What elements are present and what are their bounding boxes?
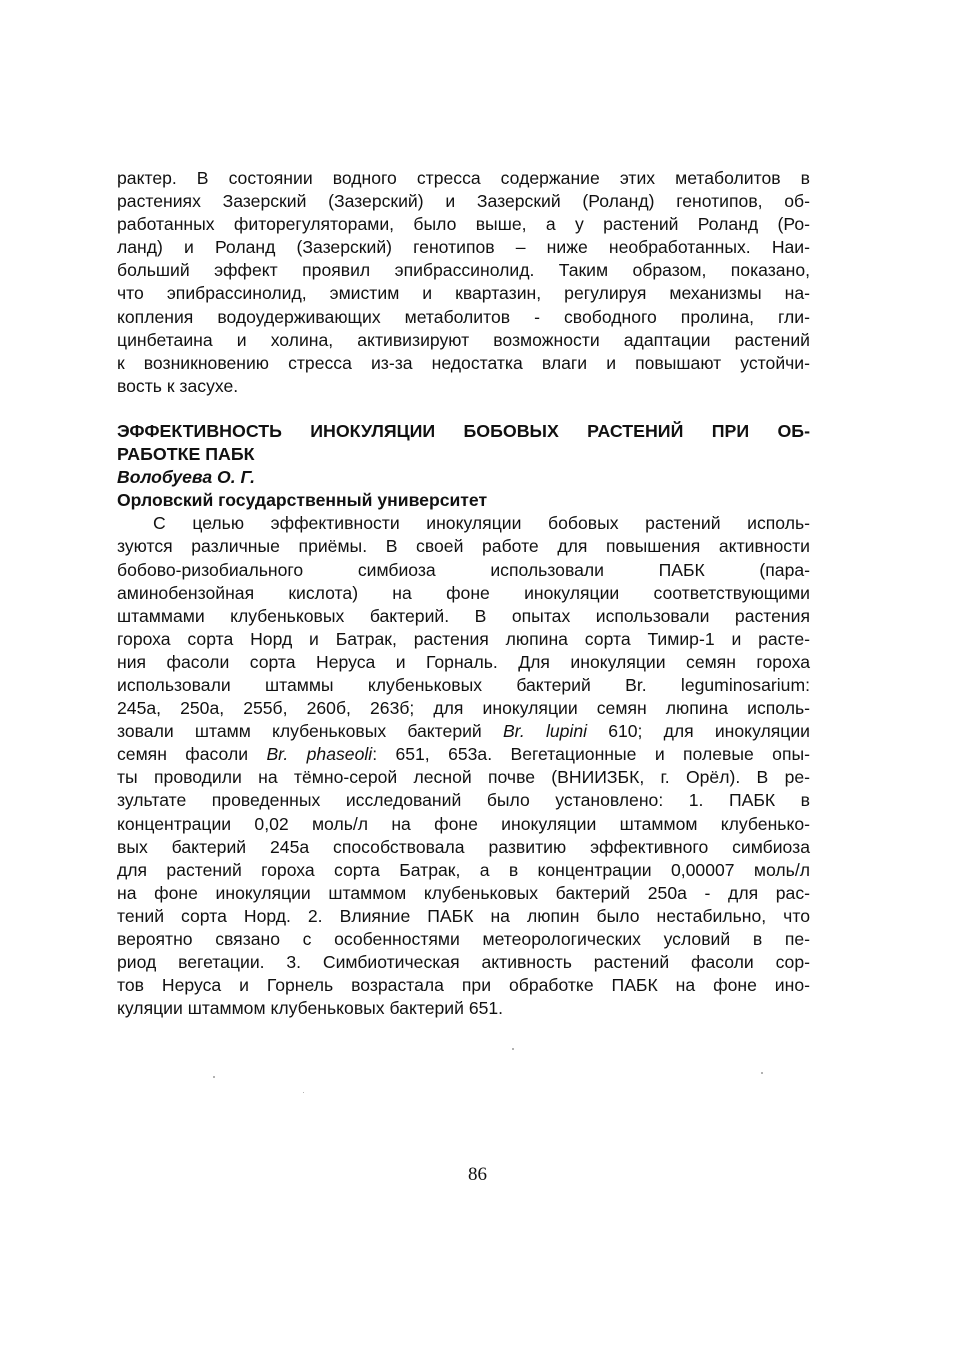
page-number: 86 — [468, 1164, 487, 1185]
article-author: Волобуева О. Г. — [117, 467, 256, 488]
article-affiliation: Орловский государственный университет — [117, 490, 488, 511]
text-line: растениях Зазерский (Зазерский) и Зазерский (Роланд) генотипов, об- — [117, 191, 810, 212]
text-line: на фоне инокуляции штаммом клубеньковых бактерий 250а - для рас- — [117, 882, 810, 903]
text-line: что эпибрассинолид, эмистим и квартазин, регулируя механизмы на- — [117, 283, 810, 304]
text-line: зуются различные приёмы. В своей работе для повышения активности — [117, 536, 810, 557]
text-line: рактер. В состоянии водного стресса содержание этих метаболитов в — [117, 168, 810, 188]
text-line: к возникновению стресса из-за недостатка влаги и повышают устойчи- — [117, 352, 810, 373]
text-line — [117, 720, 810, 743]
text-line: зультате проведенных исследований было установлено: 1. ПАБК в — [117, 790, 810, 811]
text-line: ланд) и Роланд (Зазерский) генотипов – ниже необработанных. Наи- — [117, 237, 810, 258]
text-line: бобово-ризобиального симбиоза использовали ПАБК (пара- — [117, 559, 810, 580]
text-line: ты проводили на тёмно-серой лесной почве (ВНИИЗБК, г. Орёл). В ре- — [117, 767, 810, 788]
text-line: концентрации 0,02 моль/л на фоне инокуляции штаммом клубенько- — [117, 813, 810, 834]
text-line: тов Неруса и Горнель возрастала при обработке ПАБК на фоне ино- — [117, 975, 810, 996]
scan-speck — [303, 1092, 304, 1093]
page-content — [117, 167, 810, 1020]
text-line: цинбетаина и холина, активизируют возможности адаптации растений — [117, 329, 810, 350]
text-line: куляции штаммом клубеньковых бактерий 651. — [117, 998, 504, 1019]
text-segment: 610; для инокуляции — [587, 721, 811, 742]
article-body — [117, 512, 810, 1020]
text-line: вых бактерий 245а способствовала развитию эффективного симбиоза — [117, 836, 810, 857]
text-line: вероятно связано с особенностями метеорологических условий в пе- — [117, 929, 810, 949]
scan-speck — [213, 1076, 215, 1078]
text-line: использовали штаммы клубеньковых бактерий Br. leguminosarium: — [117, 674, 810, 695]
text-line: риод вегетации. 3. Симбиотическая активность растений фасоли сор- — [117, 952, 810, 973]
text-segment: семян фасоли — [117, 744, 267, 765]
text-line: копления водоудерживающих метаболитов - свободного пролина, гли- — [117, 306, 810, 327]
text-line: вость к засухе. — [117, 375, 239, 396]
text-line: гороха сорта Норд и Батрак, растения люпина сорта Тимир-1 и расте- — [117, 628, 810, 649]
text-line: для растений гороха сорта Батрак, а в концентрации 0,00007 моль/л — [117, 859, 810, 880]
text-line: 245а, 250а, 255б, 260б, 263б; для инокуляции семян люпина исполь- — [117, 698, 810, 719]
text-segment: зовали штамм клубеньковых бактерий — [117, 721, 503, 742]
article-title — [117, 420, 810, 466]
text-line: С целью эффективности инокуляции бобовых растений исполь- — [153, 513, 810, 534]
text-line: ния фасоли сорта Неруса и Горналь. Для инокуляции семян гороха — [117, 651, 810, 672]
text-line: больший эффект проявил эпибрассинолид. Таким образом, показано, — [117, 260, 810, 281]
title-line: ЭФФЕКТИВНОСТЬ ИНОКУЛЯЦИИ БОБОВЫХ РАСТЕНИЙ ПРИ ОБ- — [117, 420, 810, 441]
scan-speck — [512, 1048, 514, 1050]
continuation-paragraph — [117, 167, 810, 398]
text-line: тений сорта Норд. 2. Влияние ПАБК на люпин было нестабильно, что — [117, 905, 810, 926]
text-line — [117, 743, 810, 766]
text-line: аминобензойная кислота) на фоне инокуляции соответствующими — [117, 582, 810, 603]
species-name: Br. lupini — [502, 721, 588, 742]
text-segment: : 651, 653а. Вегетационные и полевые опы- — [372, 744, 810, 765]
text-line: работанных фиторегуляторами, было выше, а у растений Роланд (Ро- — [117, 214, 810, 235]
title-line: РАБОТКЕ ПАБК — [117, 444, 255, 465]
text-line: штаммами клубеньковых бактерий. В опытах использовали растения — [117, 605, 810, 626]
scan-speck — [761, 1072, 763, 1074]
species-name: Br. phaseoli — [266, 744, 373, 765]
